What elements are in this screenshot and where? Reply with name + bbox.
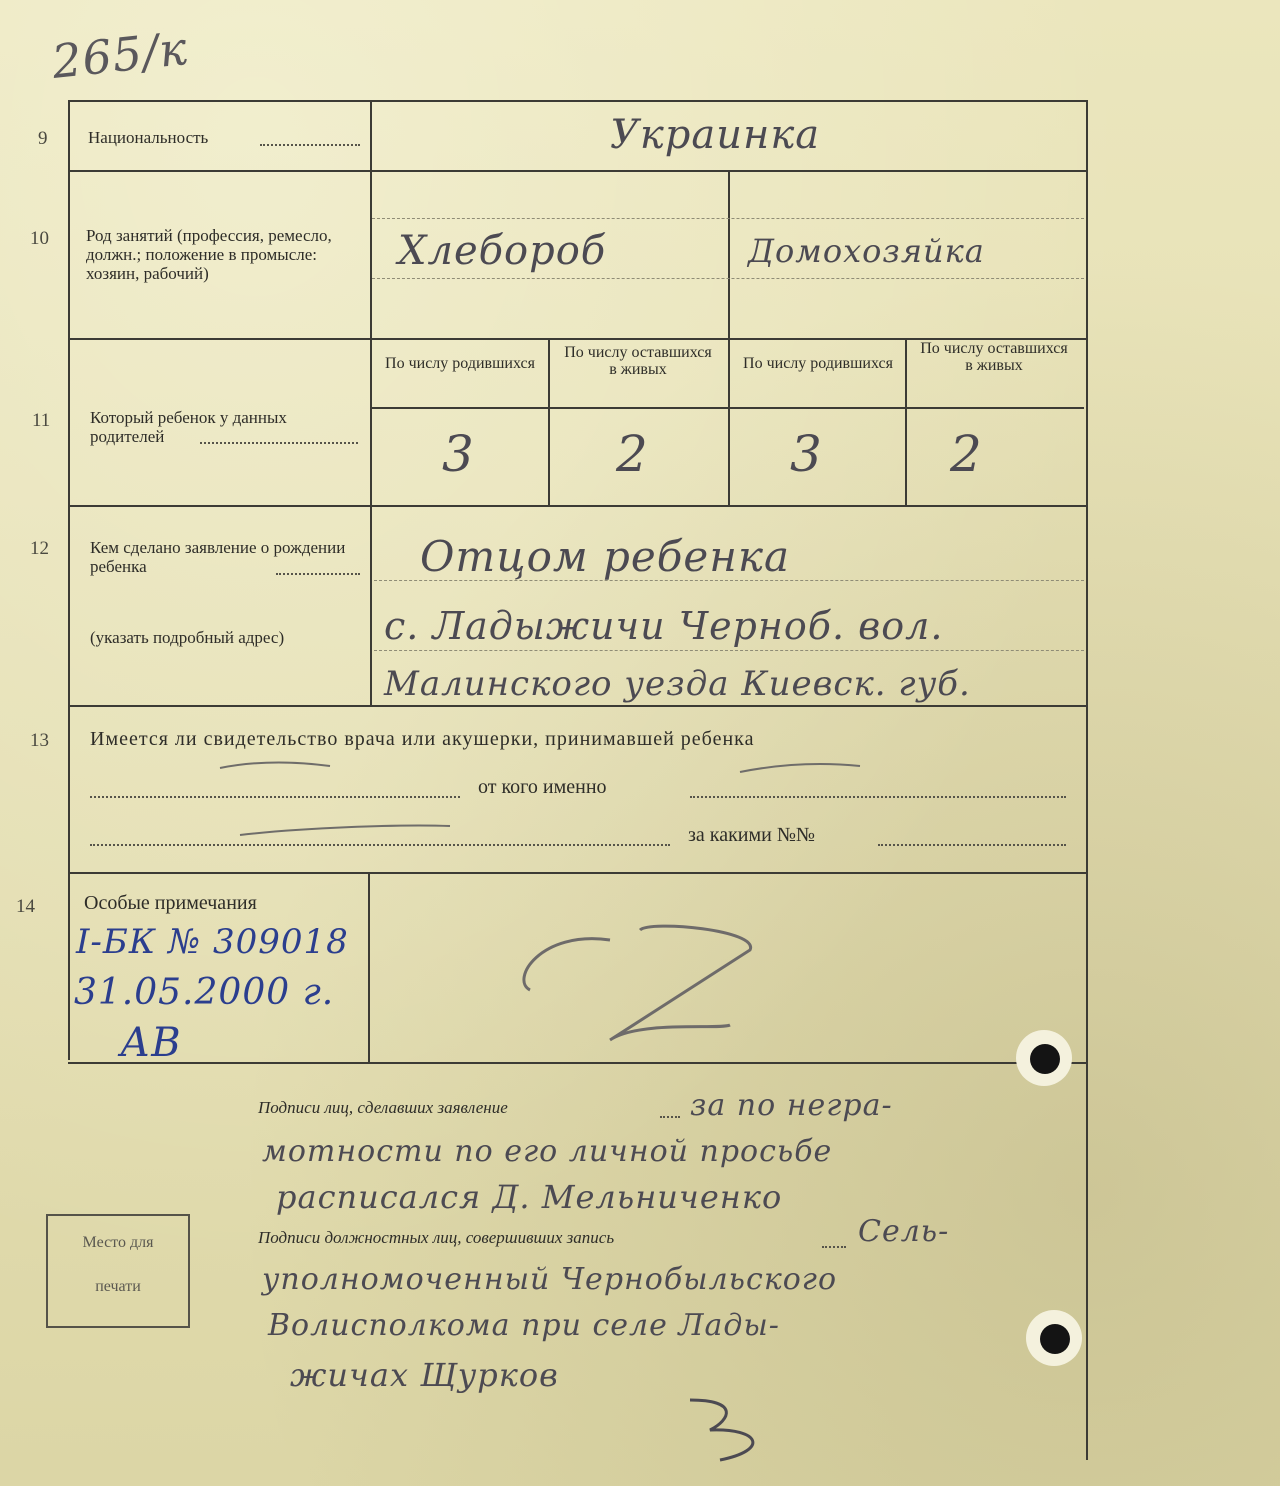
declarant-sig-dots [660,1116,680,1118]
father-alive-value: 2 [616,425,649,483]
declarant-dots [276,573,360,575]
stamp-place-line-1: Место для [82,1234,154,1251]
mother-born-value: 3 [790,425,823,483]
address-line-2: Малинского уезда Киевск. губ. [384,664,971,704]
row-10-split [728,170,730,338]
row-sep-12 [68,705,1088,707]
row-10-line-1 [372,218,1084,219]
from-whom-label: от кого именно [478,776,607,798]
frame-top [68,100,1088,102]
doctor-cert-question: Имеется ли свидетельство врача или акушерки, принимавшей ребенка [90,728,755,750]
row-10-number: 10 [30,228,49,249]
father-alive-header: По числу оставшихся в живых [564,344,712,378]
declarant-value: Отцом ребенка [420,532,791,581]
row-9-number: 9 [38,128,48,149]
col-divider-14 [368,872,370,1062]
mother-born-header: По числу родившихся [743,355,893,372]
official-signature-label: Подписи должностных лиц, совершивших запись [258,1228,615,1247]
row-13-number: 13 [30,730,49,751]
official-hand-3: Волисполкома при селе Лады- [268,1308,780,1343]
nationality-label: Национальность [88,128,209,147]
stamp-place-box [46,1214,190,1328]
row-sep-14 [68,1062,1088,1064]
row-14-z-mark [500,900,800,1050]
row-sep-9 [68,170,1088,172]
nationality-dots [260,144,360,146]
row-12-number: 12 [30,538,49,559]
row-11-subhead-line [372,407,1084,409]
blue-note-line-1: I-БК № 309018 [76,922,349,962]
blue-note-initials: АВ [120,1020,182,1066]
punch-hole-1 [1030,1044,1060,1074]
frame-right [1086,100,1088,1460]
row-11-split-c [905,338,907,505]
occupation-father: Хлебороб [398,228,607,274]
frame-left [68,100,70,1060]
row-11-split-a [548,338,550,505]
row-13-strike-marks [200,740,880,850]
blue-note-line-2: 31.05.2000 г. [74,972,335,1013]
declarant-hand-2: мотности по его личной просьбе [262,1134,833,1169]
official-hand-4: жичах Щурков [290,1356,559,1394]
address-line-1: с. Ладыжичи Черноб. вол. [384,604,944,648]
official-signature-flourish [660,1380,800,1470]
special-notes-label: Особые примечания [84,892,257,914]
father-born-value: 3 [442,425,475,483]
occupation-mother: Домохозяйка [748,232,985,270]
row-11-number: 11 [32,410,51,431]
row-sep-13 [68,872,1088,874]
nationality-value: Украинка [610,112,821,158]
row-10-line-2 [372,278,1084,279]
official-hand-1: Сель- [858,1214,950,1249]
occupation-label: Род занятий (профессия, ремесло, должн.; положение в промысле: хозяин, рабочий) [86,226,332,283]
numbers-label: за какими №№ [688,824,816,846]
child-order-label: Который ребенок у данных родителей [90,408,287,446]
declarant-hand-3: расписался Д. Мельниченко [276,1178,783,1216]
numbers-dots-right [878,844,1066,846]
row-11-split-b [728,338,730,505]
official-sig-dots [822,1246,846,1248]
row-sep-11 [68,505,1088,507]
mother-alive-header: По числу оставшихся в живых [920,340,1068,374]
stamp-place-line-2: печати [95,1278,141,1295]
archive-note: 265/к [49,21,191,89]
punch-hole-2 [1040,1324,1070,1354]
declarant-signature-label: Подписи лиц, сделавших заявление [258,1098,508,1117]
row-12-line-2 [374,650,1084,651]
address-label: (указать подробный адрес) [90,628,285,647]
father-born-header: По числу родившихся [385,355,535,372]
official-hand-2: уполномоченный Чернобыльского [262,1262,838,1297]
mother-alive-value: 2 [950,425,983,483]
row-14-number: 14 [16,896,35,917]
declarant-hand-1: за по негра- [690,1088,893,1123]
child-order-dots [200,442,358,444]
col-divider [370,100,372,706]
declarant-label: Кем сделано заявление о рождении ребенка [90,538,346,576]
